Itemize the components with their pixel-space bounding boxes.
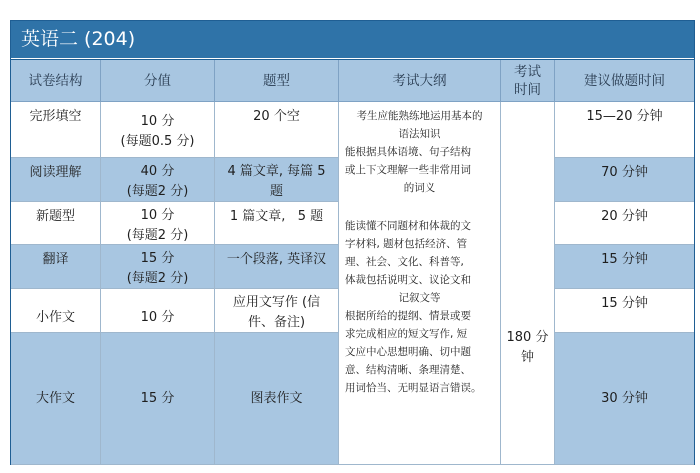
- syllabus-line: 文应中心思想明确、切中题: [345, 346, 471, 358]
- syllabus-line: 体裁包括说明文、议论文和: [345, 274, 471, 286]
- row-section-new-type: 新题型: [11, 202, 101, 245]
- exam-time-line2: 钟: [520, 350, 534, 365]
- syllabus-line: 语法知识: [398, 128, 441, 140]
- type-line1: 应用文写作 (信: [232, 295, 321, 310]
- header-exam-time-line1: 考试: [514, 63, 541, 80]
- score-detail: (每题0.5 分): [120, 134, 195, 149]
- header-structure: 试卷结构: [11, 60, 101, 102]
- header-syllabus: 考试大纲: [339, 60, 501, 102]
- syllabus-cell: [339, 102, 501, 465]
- row-section-short-writing: 小作文: [11, 289, 101, 333]
- exam-time-line1: 180 分: [506, 330, 549, 345]
- row-score-short-writing: 10 分: [101, 289, 215, 333]
- score-value: 15 分: [140, 251, 175, 266]
- exam-table-card: [10, 20, 695, 465]
- score-value: 10 分: [140, 207, 175, 223]
- syllabus-line: 的词义: [403, 182, 436, 194]
- header-exam-time: [501, 60, 555, 102]
- score-detail: (每题2 分): [126, 227, 189, 243]
- syllabus-line: 意、结构清晰、条理清楚、: [345, 364, 471, 376]
- type-line1: 4 篇文章, 每篇 5: [227, 164, 326, 179]
- row-score-new-type: [101, 202, 215, 245]
- row-time-cloze: 15—20 分钟: [555, 102, 694, 158]
- row-type-cloze: 20 个空: [215, 102, 339, 158]
- syllabus-line: 能根据具体语境、句子结构: [345, 146, 471, 158]
- syllabus-line: 能读懂不同题材和体裁的文: [345, 220, 471, 232]
- header-type: 题型: [215, 60, 339, 102]
- syllabus-line: 考生应能熟练地运用基本的: [356, 110, 483, 122]
- syllabus-line: 或上下文理解一些非常用词: [345, 164, 471, 176]
- row-type-translation: 一个段落, 英译汉: [215, 245, 339, 289]
- row-time-long-writing: 30 分钟: [555, 333, 694, 465]
- syllabus-spacer: [345, 197, 494, 217]
- row-section-reading: 阅读理解: [11, 158, 101, 202]
- row-section-translation: 翻译: [11, 245, 101, 289]
- row-section-long-writing: 大作文: [11, 333, 101, 465]
- score-value: 40 分: [140, 164, 175, 179]
- type-line2: 件、备注): [247, 315, 306, 330]
- row-type-new-type: 1 篇文章, 5 题: [215, 202, 339, 245]
- row-score-long-writing: 15 分: [101, 333, 215, 465]
- row-section-cloze: 完形填空: [11, 102, 101, 158]
- header-suggested-time: 建议做题时间: [555, 60, 694, 102]
- row-score-reading: [101, 158, 215, 202]
- row-score-translation: [101, 245, 215, 289]
- score-value: 10 分: [140, 114, 175, 129]
- syllabus-line: 求完成相应的短文写作, 短: [345, 328, 468, 340]
- syllabus-line: 字材料, 题材包括经济、管: [345, 238, 468, 250]
- row-type-long-writing: 图表作文: [215, 333, 339, 465]
- score-detail: (每题2 分): [126, 271, 189, 286]
- header-score: 分值: [101, 60, 215, 102]
- syllabus-line: 用词恰当、无明显语言错误。: [345, 382, 482, 394]
- table-title: 英语二 (204): [11, 21, 694, 58]
- syllabus-line: 根据所给的提纲、情景或要: [345, 310, 471, 322]
- row-time-reading: 70 分钟: [555, 158, 694, 202]
- header-exam-time-line2: 时间: [514, 81, 541, 98]
- exam-structure-table: [11, 59, 694, 465]
- syllabus-line: 理、社会、文化、科普等,: [345, 256, 464, 268]
- type-line2: 题: [269, 184, 283, 199]
- row-score-cloze: [101, 102, 215, 158]
- row-type-short-writing: [215, 289, 339, 333]
- row-time-new-type: 20 分钟: [555, 202, 694, 245]
- row-time-translation: 15 分钟: [555, 245, 694, 289]
- score-detail: (每题2 分): [126, 184, 189, 199]
- syllabus-line: 记叙文等: [398, 292, 441, 304]
- exam-time-cell: [501, 102, 555, 465]
- row-time-short-writing: 15 分钟: [555, 289, 694, 333]
- row-type-reading: [215, 158, 339, 202]
